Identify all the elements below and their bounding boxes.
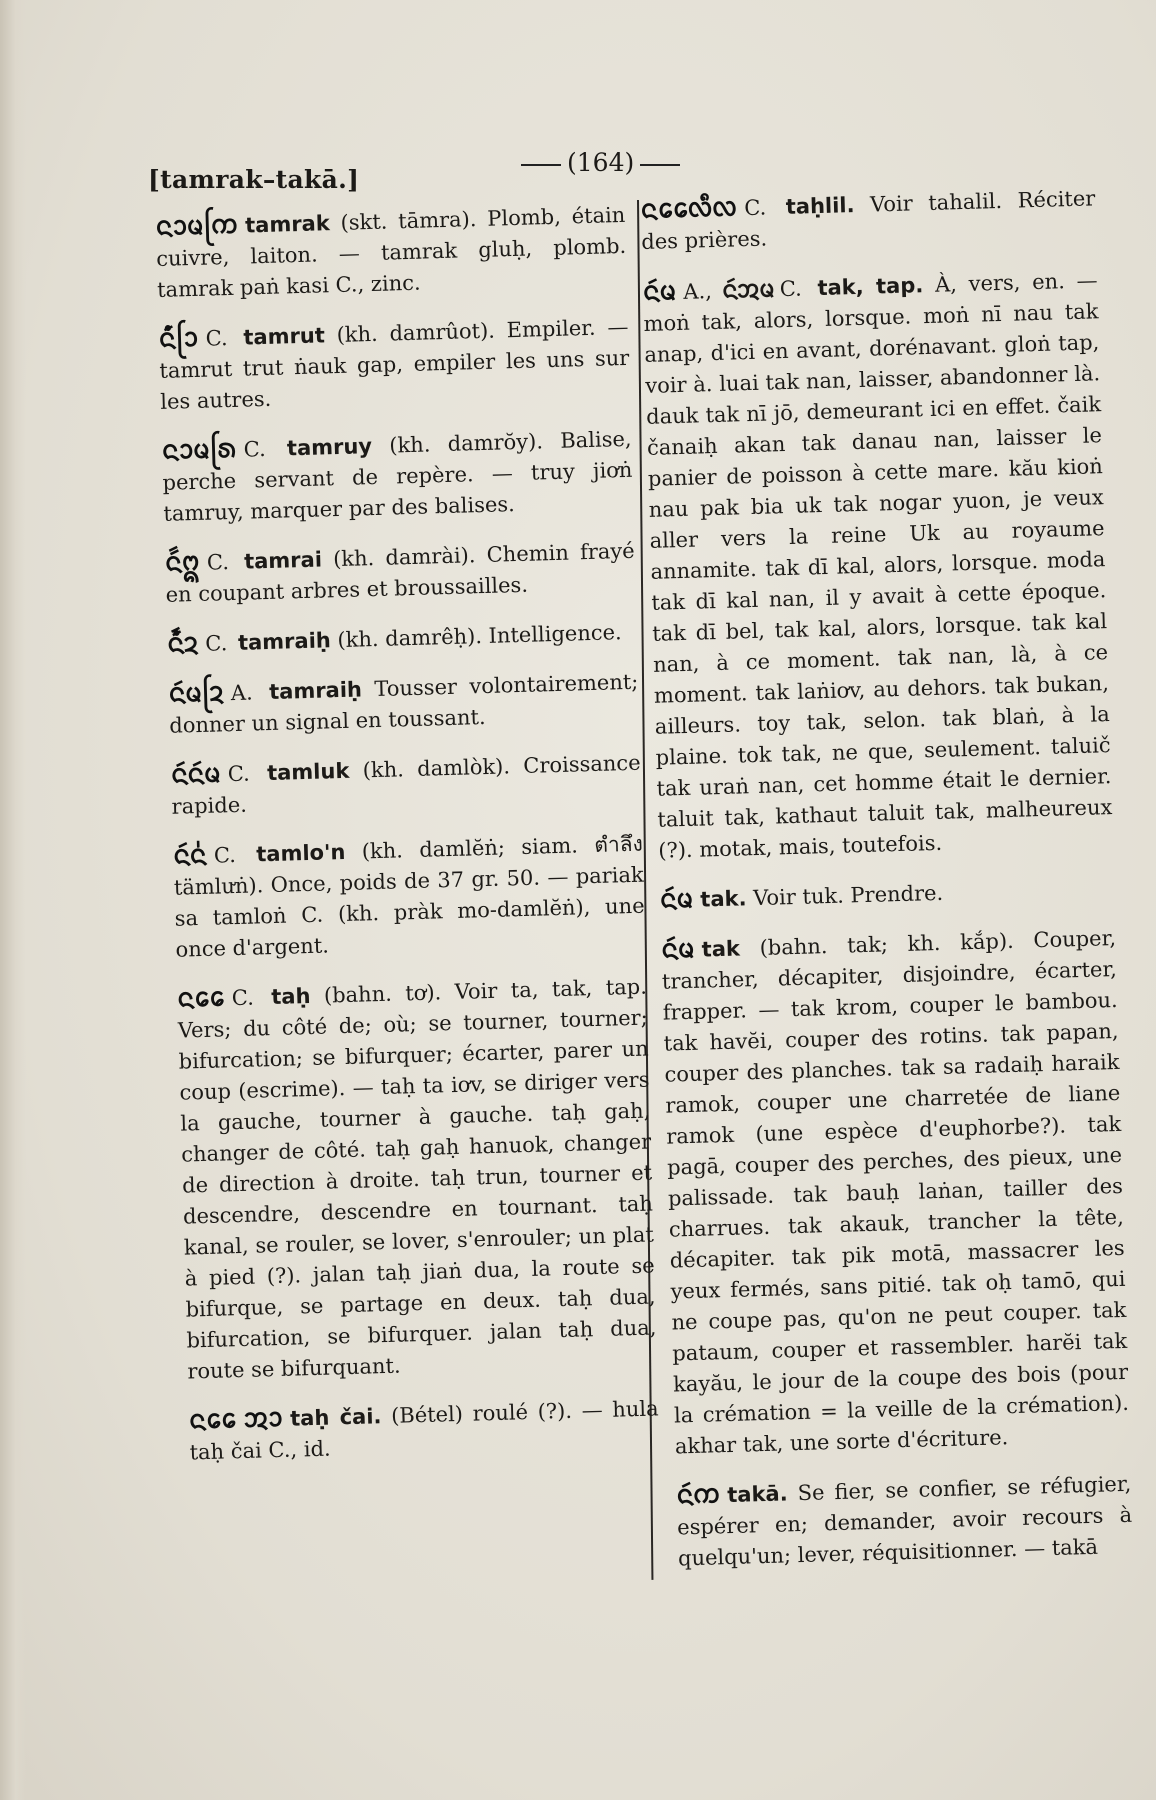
entry-text: (kh. damrêḥ). Intelligence. (337, 620, 622, 653)
entry-text: À, vers, en. — moṅ tak, alors, lorsque. moṅ nī nau tak anap, d'ici en avant, dorénavant. gloṅ tap, voir à. luai tak nan, laisser, abandonner là. dauk tak nī jō, demeurant ici en effet. čaik čanaiḥ akan tak danau nan, laisser le panier de poisson à cette mare. kău kioṅ nau pak bia uk tak nogar yuon, je veux aller vers la reine Uk au royaume annamite. tak dī kal, alors, lorsque. moda tak dī kal nan, il y avait à cette époque. tak dī bel, tak kal, alors, lorsque. tak kal nan, à ce moment. tak nan, là, à ce moment. tak laṅiơv, au dehors. tak bukan, ailleurs. toy tak, selon. tak blaṅ, à la plaine. tok tak, ne que, seulement. taluič tak uraṅ nan, cet homme était le dernier. taluit tak, kathaut taluit tak, malheureux (?). motak, mais, toutefois. (643, 268, 1113, 863)
source-tag: C. (243, 437, 267, 462)
page-number-value: 164 (576, 148, 625, 177)
headword: tamluk (266, 758, 350, 786)
source-tag: C. (231, 985, 255, 1011)
cham-script: ᨶᩯ (176, 982, 225, 1014)
cham-script: ᨶᩢᨾᩕᨯ (168, 677, 224, 709)
headword: taḥ čai. (289, 1404, 382, 1431)
dictionary-entry (177, 971, 658, 1388)
entry-text: (kh. damrài). Chemin frayé en coupant arbres et broussailles. (165, 538, 635, 607)
entry-text: (bahn. tơ). Voir ta, tak, tap. Vers; du côté de; où; se tourner, tourner; bifurcation; se bifurquer; écarter, parer un coup (escrime). — taḥ ta iơv, se diriger vers la gauche, tourner à gauche. taḥ gaḥ, changer de côté. taḥ gaḥ hanuok, changer de direction à droite. taḥ trun, tourner et descendre, descendre en tournant. taḥ kanal, se rouler, se lover, s'enrouler; un plat à pied (?). jalan taḥ jiaṅ dua, la route se bifurque, se partage en deux. taḥ dua, bifurcation, se bifurquer. jalan taḥ dua, route se bifurquant. (177, 974, 657, 1384)
dictionary-entry (164, 535, 636, 611)
entry-text: Voir tuk. Prendre. (752, 880, 944, 911)
page-number: (164) (515, 148, 686, 177)
entry-text: Se fier, se confier, se réfugier, espérer en; demander, avoir recours à quelqu'un; lever, réquisitionner. — takā (676, 1471, 1133, 1571)
entry-text: (skt. tāmra). Plomb, étain cuivre, laiton. — tamrak gluḥ, plomb. tamrak paṅ kasi C., zinc. (155, 202, 627, 302)
dictionary-entry (158, 311, 630, 418)
left-column (155, 199, 660, 1487)
cham-script: ᨶᩢᨶ᩵ (172, 839, 207, 871)
dictionary-entry (161, 423, 633, 530)
page-spine-shadow (0, 0, 26, 1800)
headword: tamrai (243, 547, 323, 574)
headword: tamraiḥ (268, 677, 363, 704)
source-tag: A. (230, 680, 254, 706)
entry-text: Voir tahalil. Réciter des prières. (640, 186, 1096, 254)
entry-text: (kh. damlĕṅ; siam. ตำลึง tämlưṅ). Once, poids de 37 gr. 50. — pariak sa tamloṅ C. (kh. pràk mo-damlĕṅ), une once d'argent. (173, 831, 645, 962)
dictionary-entry (676, 1468, 1133, 1575)
entry-text: (kh. damrŏy). Balise, perche servant de repère. — truy jiơṅ tamruy, marquer par des balises. (162, 426, 633, 526)
cham-script: ᨶᩣᨾᩕᩁ (161, 433, 237, 466)
dictionary-entry (170, 747, 642, 823)
dictionary-entry (168, 666, 640, 742)
headword: tamraiḥ (237, 628, 332, 655)
headword: tamruy (286, 434, 373, 461)
cham-script: ᨶᩣᨾᩕᨠ (155, 209, 238, 242)
entry-text: (Bétel) roulé (?). — hula taḥ čai C., id. (189, 1396, 659, 1465)
headword: tamlo'n (255, 839, 346, 867)
dictionary-entry (167, 616, 638, 661)
cham-script: ᨶᩢᨾ (642, 276, 676, 307)
dictionary-entry (642, 263, 1113, 866)
dictionary-entry (188, 1392, 660, 1468)
dictionary-entry (640, 182, 1097, 258)
cham-script-variant: ᨶᩢᩋᨾ (721, 273, 775, 304)
entry-text: (kh. damrûot). Empiler. — tamrut trut ṅauk gap, empiler les uns sur les autres. (159, 314, 630, 414)
source-tag: C. (206, 550, 230, 575)
entry-text: (bahn. tak; kh. kắp). Couper, trancher, décapiter, disjoindre, écarter, frapper. — tak krom, couper le bambou. tak havĕi, couper des rotins. tak papan, couper des planches. tak sa radaiḥ haraik ramok, couper une charretée de liane ramok (une espèce d'euphorbe?). tak pagā, couper des perches, des pieux, une palissade. tak bauḥ laṅan, tailler des charrues. tak akauk, trancher la tête, décapiter. tak pik motā, massacrer les yeux fermés, sans pitié. tak oḥ tamō, qui ne coupe pas, qu'on ne peut couper. tak pataum, couper et rassembler. harĕi tak kayău, le jour de la coupe des bois (pour la crémation = la veille de la crémation). akhar tak, une sorte d'écriture. (661, 926, 1130, 1459)
headword: takā. (726, 1481, 788, 1508)
source-tag: C. (779, 276, 803, 302)
headword: tamrut (243, 323, 326, 350)
headword: taḥ (270, 983, 311, 1010)
dictionary-entry (661, 922, 1131, 1462)
cham-script: ᨶᩢᨾ (660, 933, 695, 965)
entry-text: (kh. damlòk). Croissance rapide. (171, 750, 641, 819)
running-head: [tamrak–takā.] (148, 165, 360, 194)
source-tag: C. (743, 195, 767, 221)
dictionary-entry (659, 872, 1115, 917)
ornament-left (521, 164, 561, 166)
headword: taḥlil. (785, 193, 855, 219)
source-tag: C. (205, 631, 228, 656)
headword: tak (701, 936, 741, 962)
cham-script: ᨶᩯ ᩋᩣ (188, 1402, 283, 1436)
cham-script: ᨶᩢᩢᩍ (164, 546, 200, 578)
ornament-right (640, 164, 680, 166)
cham-script: ᨶᩢᨶᩢᨾ (170, 758, 221, 790)
dictionary-entry (155, 199, 627, 306)
cham-script: ᨶᩢᩢᩴᨯ (166, 627, 198, 659)
headword: tak. (700, 886, 747, 912)
source-tag: A., (683, 279, 713, 304)
cham-script: ᨶᩯᩃᩥᩃ (640, 192, 737, 225)
cham-script: ᨶᩢᩴᩕᩣ (158, 322, 199, 354)
headword: tamrak (244, 211, 331, 238)
cham-script: ᨶᩢᨾ (659, 883, 693, 915)
source-tag: C. (213, 842, 237, 868)
source-tag: C. (205, 326, 228, 351)
right-column (640, 182, 1134, 1592)
cham-script: ᨶᩢᨠ (675, 1479, 720, 1511)
dictionary-entry (173, 828, 646, 966)
headword: tak, tap. (817, 273, 924, 301)
entry-text: Tousser volontairement; donner un signal en toussant. (169, 669, 639, 738)
source-tag: C. (227, 761, 251, 787)
